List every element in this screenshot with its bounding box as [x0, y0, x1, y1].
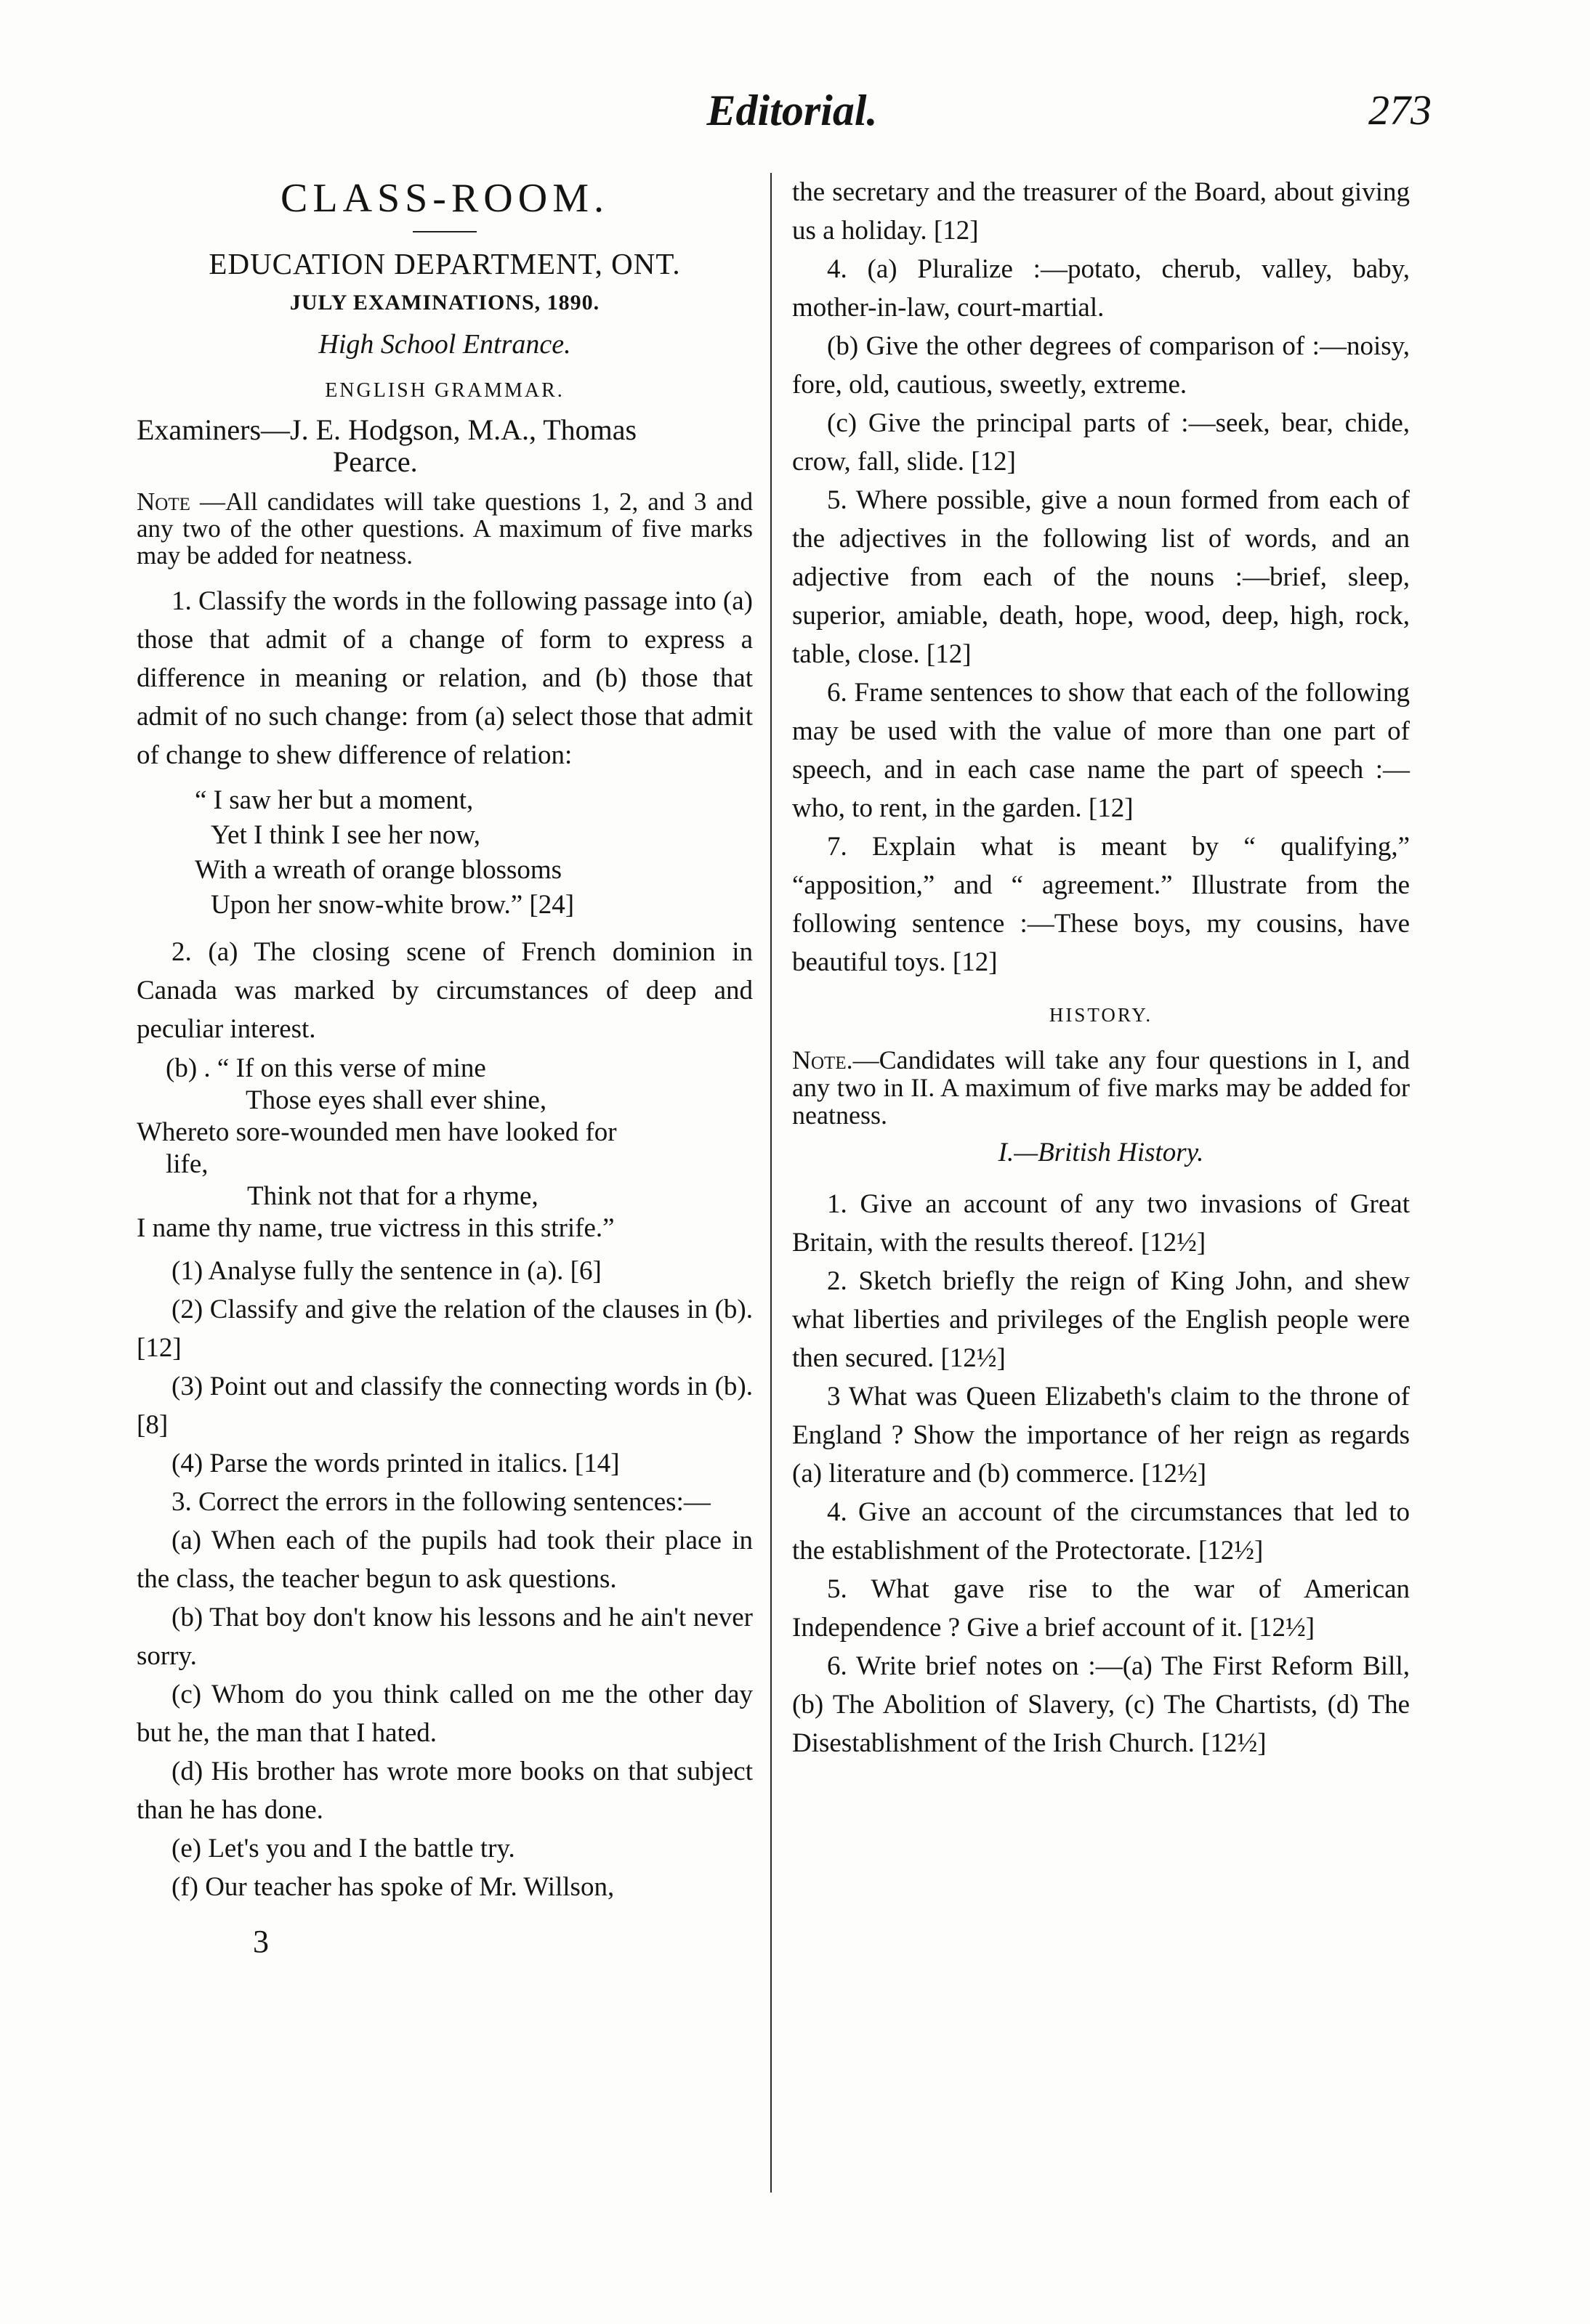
poem-line: Upon her snow-white brow.” [24]: [211, 890, 575, 920]
poem-quote-1: [195, 783, 753, 923]
question-3f-continued: the secretary and the treasurer of the Board, about giving us a holiday. [12]: [792, 177, 1410, 246]
question-4a: 4. (a) Pluralize :—potato, cherub, valley, baby, mother-in-law, court-martial.: [792, 254, 1410, 323]
examiners: [137, 414, 753, 478]
examiners-line-1: Examiners—J. E. Hodgson, M.A., Thomas: [137, 413, 637, 446]
poem-line: I name thy name, true victress in this strife.”: [137, 1213, 615, 1243]
question-3c: (c) Whom do you think called on me the other day but he, the man that I hated.: [137, 1680, 753, 1748]
history-heading: HISTORY.: [1049, 1004, 1153, 1026]
poem-line: Those eyes shall ever shine,: [246, 1085, 547, 1115]
examiners-line-2: Pearce.: [333, 445, 418, 478]
poem-line: Yet I think I see her now,: [211, 820, 480, 850]
question-3b: (b) That boy don't know his lessons and he ain't never sorry.: [137, 1603, 753, 1671]
question-2a: 2. (a) The closing scene of French dominion in Canada was marked by circumstances of deep and peculiar interest.: [137, 937, 753, 1044]
history-question-4: 4. Give an account of the circumstances that led to the establishment of the Protectorate. [12½]: [792, 1497, 1410, 1566]
history-question-1: 1. Give an account of any two invasions of Great Britain, with the results thereof. [12½]: [792, 1189, 1410, 1258]
section-title: CLASS-ROOM.: [281, 176, 609, 221]
poem-line: life,: [166, 1149, 209, 1179]
question-2-part-3: (3) Point out and classify the connecting words in (b). [8]: [137, 1372, 753, 1440]
poem-line: With a wreath of orange blossoms: [195, 855, 562, 885]
page-number: 273: [1368, 86, 1432, 134]
question-7: 7. Explain what is meant by “ qualifying,” “apposition,” and “ agreement.” Illustrate from the following sentence :—These boys, my cousins, have beautiful toys. [12]: [792, 832, 1410, 977]
exams-heading: JULY EXAMINATIONS, 1890.: [289, 291, 600, 315]
poem-line: Whereto sore-wounded men have looked for: [137, 1117, 617, 1147]
note-text: —All candidates will take questions 1, 2, and 3 and any two of the other questions. A maximum of five marks may be added for neatness.: [137, 487, 753, 570]
left-column: [137, 173, 753, 1961]
question-3e: (e) Let's you and I the battle try.: [171, 1834, 515, 1863]
subject-heading: ENGLISH GRAMMAR.: [325, 379, 565, 402]
question-6: 6. Frame sentences to show that each of the following may be used with the value of more than one part of speech, and in each case name the part of speech :—who, to rent, in the garden. [12]: [792, 678, 1410, 823]
history-question-2: 2. Sketch briefly the reign of King John, and shew what liberties and privileges of the English people were then secured. [12½]: [792, 1266, 1410, 1373]
grammar-note: [137, 488, 753, 569]
history-note-lead: Note.: [792, 1045, 853, 1074]
right-column: [792, 173, 1410, 1762]
history-question-6: 6. Write brief notes on :—(a) The First Reform Bill, (b) The Abolition of Slavery, (c) The Chartists, (d) The Disestablishment of the Irish Church. [12½]: [792, 1651, 1410, 1758]
question-2-part-1: (1) Analyse fully the sentence in (a). [6]: [171, 1256, 602, 1286]
poem-line: (b) . “ If on this verse of mine: [166, 1053, 486, 1083]
question-2-part-2: (2) Classify and give the relation of the clauses in (b). [12]: [137, 1295, 753, 1363]
column-divider: [770, 173, 772, 2193]
signature-mark: 3: [253, 1924, 269, 1959]
question-4c: (c) Give the principal parts of :—seek, bear, chide, crow, fall, slide. [12]: [792, 408, 1410, 477]
question-4b: (b) Give the other degrees of comparison of :—noisy, fore, old, cautious, sweetly, extreme.: [792, 331, 1410, 400]
question-3a: (a) When each of the pupils had took their place in the class, the teacher begun to ask questions.: [137, 1526, 753, 1594]
question-3f: (f) Our teacher has spoke of Mr. Willson,: [171, 1872, 615, 1902]
running-title: Editorial.: [706, 86, 878, 134]
question-1: 1. Classify the words in the following passage into (a) those that admit of a change of form to express a difference in meaning or relation, and (b) those that admit of no such change: from (a) select those that admit of change to shew difference of relation:: [137, 586, 753, 770]
poem-quote-2: [137, 1053, 753, 1244]
history-note-text: —Candidates will take any four questions in I, and any two in II. A maximum of five marks may be added for neatness.: [792, 1045, 1410, 1130]
level-heading: High School Entrance.: [318, 329, 571, 360]
title-rule: [413, 231, 477, 232]
question-5: 5. Where possible, give a noun formed from each of the adjectives in the following list of words, and an adjective from each of the nouns :—brief, sleep, superior, amiable, death, hope, wood, deep, high, rock, table, close. [12]: [792, 485, 1410, 669]
note-lead: Note: [137, 487, 190, 516]
history-question-3: 3 What was Queen Elizabeth's claim to the throne of England ? Show the importance of her reign as regards (a) literature and (b) commerce. [12½]: [792, 1382, 1410, 1489]
history-question-5: 5. What gave rise to the war of American Independence ? Give a brief account of it. [12½]: [792, 1574, 1410, 1643]
history-note: [792, 1046, 1410, 1129]
question-3d: (d) His brother has wrote more books on that subject than he has done.: [137, 1757, 753, 1825]
poem-line: “ I saw her but a moment,: [195, 785, 474, 815]
department-heading: EDUCATION DEPARTMENT, ONT.: [209, 247, 681, 280]
poem-line: Think not that for a rhyme,: [247, 1181, 538, 1211]
question-3: 3. Correct the errors in the following sentences:—: [171, 1487, 711, 1517]
british-history-heading: I.—British History.: [998, 1138, 1204, 1167]
question-2-part-4: (4) Parse the words printed in italics. [14]: [171, 1449, 620, 1478]
